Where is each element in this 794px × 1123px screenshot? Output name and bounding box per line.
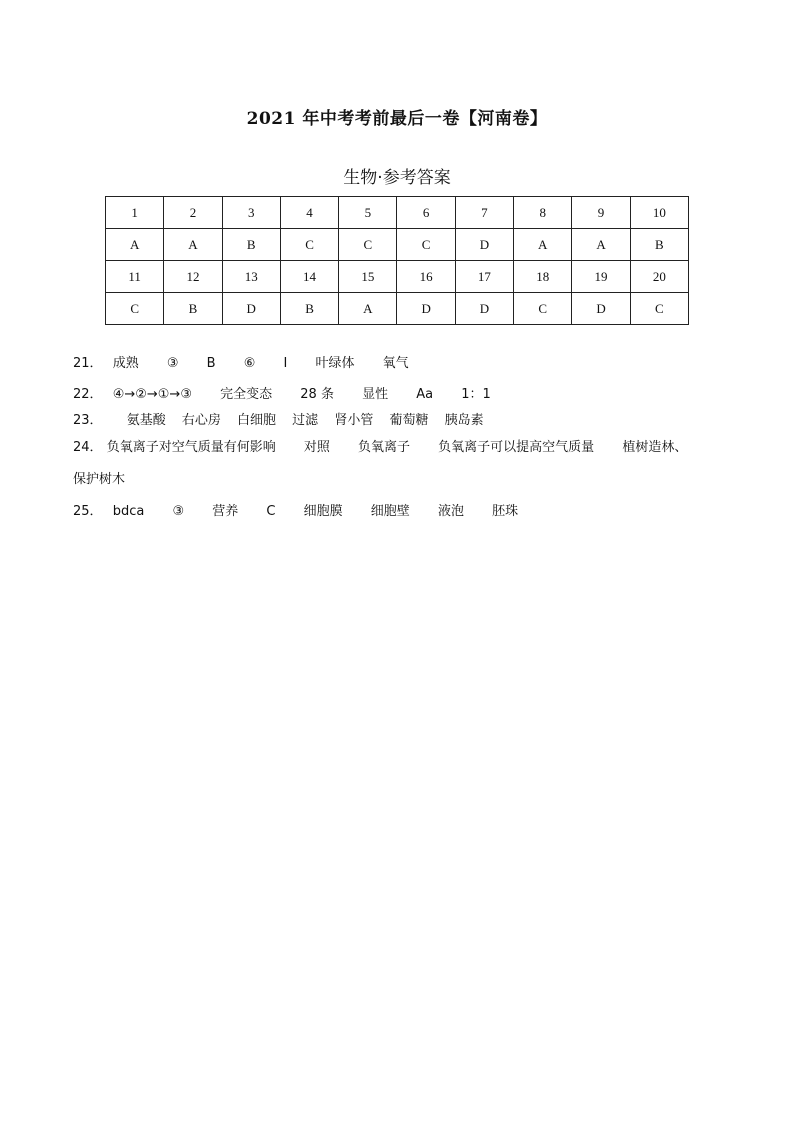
answer-cell: C bbox=[106, 293, 164, 325]
question-number-cell: 18 bbox=[514, 261, 572, 293]
answer-cell: D bbox=[397, 293, 455, 325]
answer-item: ④→②→①→③ bbox=[112, 387, 192, 402]
answer-cell: B bbox=[630, 229, 688, 261]
answer-item: ③ bbox=[166, 356, 179, 371]
answer-item: 叶绿体 bbox=[315, 356, 355, 371]
question-number-cell: 7 bbox=[455, 197, 513, 229]
answer-item: 完全变态 bbox=[220, 387, 273, 402]
question-number: 22． bbox=[73, 387, 103, 402]
answer-cell: C bbox=[397, 229, 455, 261]
question-number: 25． bbox=[73, 504, 103, 519]
answer-cell: C bbox=[280, 229, 338, 261]
question-number: 21． bbox=[73, 356, 103, 371]
question-number-row bbox=[106, 197, 689, 229]
answer-item: 对照 bbox=[303, 440, 330, 455]
answer-item: 氨基酸 bbox=[126, 413, 166, 428]
question-number-cell: 19 bbox=[572, 261, 630, 293]
question-number-cell: 12 bbox=[164, 261, 222, 293]
answer-item: 植树造林、 bbox=[622, 440, 688, 455]
answer-item: ③ bbox=[172, 504, 185, 519]
answer-item: 成熟 bbox=[112, 356, 139, 371]
answer-item: 液泡 bbox=[437, 504, 464, 519]
answer-item: 细胞膜 bbox=[303, 504, 343, 519]
answer-item: B bbox=[206, 356, 216, 371]
question-22 bbox=[73, 386, 744, 404]
answer-item: Aa bbox=[416, 387, 434, 402]
answer-item: 胚珠 bbox=[492, 504, 519, 519]
question-23 bbox=[73, 412, 744, 430]
question-21 bbox=[73, 355, 744, 373]
question-number: 24． bbox=[73, 440, 103, 455]
answer-cell: D bbox=[455, 229, 513, 261]
question-25 bbox=[73, 503, 744, 521]
answer-cell: D bbox=[455, 293, 513, 325]
question-number-cell: 14 bbox=[280, 261, 338, 293]
answer-cell: A bbox=[339, 293, 397, 325]
answer-item: ⑥ bbox=[243, 356, 256, 371]
answer-table bbox=[105, 196, 689, 325]
question-number-cell: 10 bbox=[630, 197, 688, 229]
answer-item: 1：1 bbox=[461, 387, 491, 402]
answer-cell: C bbox=[630, 293, 688, 325]
answer-item: C bbox=[266, 504, 276, 519]
question-number-cell: 4 bbox=[280, 197, 338, 229]
answer-item: 胰岛素 bbox=[444, 413, 484, 428]
answer-item: 葡萄糖 bbox=[389, 413, 429, 428]
question-number-cell: 17 bbox=[455, 261, 513, 293]
page-subtitle: 生物·参考答案 bbox=[343, 168, 451, 188]
answer-row bbox=[106, 229, 689, 261]
answer-cell: A bbox=[572, 229, 630, 261]
answer-item: 细胞壁 bbox=[370, 504, 410, 519]
answer-cell: D bbox=[572, 293, 630, 325]
question-number-cell: 8 bbox=[514, 197, 572, 229]
question-24-continuation: 保护树木 bbox=[73, 472, 126, 487]
answer-item: 28 条 bbox=[300, 387, 334, 402]
question-number-row bbox=[106, 261, 689, 293]
answer-cell: C bbox=[514, 293, 572, 325]
answer-item: 右心房 bbox=[181, 413, 221, 428]
answer-item: 显性 bbox=[362, 387, 389, 402]
question-24 bbox=[73, 439, 744, 457]
question-number: 23． bbox=[73, 413, 103, 428]
answer-item: 负氧离子可以提高空气质量 bbox=[438, 440, 595, 455]
answer-item: 负氧离子对空气质量有何影响 bbox=[106, 440, 276, 455]
answer-cell: B bbox=[164, 293, 222, 325]
answer-item: 营养 bbox=[212, 504, 239, 519]
answer-item: 负氧离子 bbox=[358, 440, 411, 455]
answer-cell: A bbox=[514, 229, 572, 261]
answer-row bbox=[106, 293, 689, 325]
question-number-cell: 9 bbox=[572, 197, 630, 229]
answer-table-body bbox=[106, 197, 689, 325]
answer-cell: C bbox=[339, 229, 397, 261]
answer-item: I bbox=[283, 356, 288, 371]
answer-item: 氧气 bbox=[382, 356, 409, 371]
question-number-cell: 11 bbox=[106, 261, 164, 293]
question-number-cell: 5 bbox=[339, 197, 397, 229]
question-number-cell: 6 bbox=[397, 197, 455, 229]
answer-item: bdca bbox=[112, 504, 145, 519]
answer-item: 白细胞 bbox=[237, 413, 277, 428]
answer-cell: A bbox=[106, 229, 164, 261]
question-number-cell: 13 bbox=[222, 261, 280, 293]
answer-cell: B bbox=[280, 293, 338, 325]
answer-cell: D bbox=[222, 293, 280, 325]
question-number-cell: 20 bbox=[630, 261, 688, 293]
question-number-cell: 15 bbox=[339, 261, 397, 293]
question-number-cell: 3 bbox=[222, 197, 280, 229]
answer-item: 过滤 bbox=[292, 413, 319, 428]
answer-cell: B bbox=[222, 229, 280, 261]
question-number-cell: 2 bbox=[164, 197, 222, 229]
answer-cell: A bbox=[164, 229, 222, 261]
question-number-cell: 16 bbox=[397, 261, 455, 293]
question-number-cell: 1 bbox=[106, 197, 164, 229]
answer-item: 肾小管 bbox=[334, 413, 374, 428]
page-title: 2021 年中考考前最后一卷【河南卷】 bbox=[246, 109, 548, 129]
